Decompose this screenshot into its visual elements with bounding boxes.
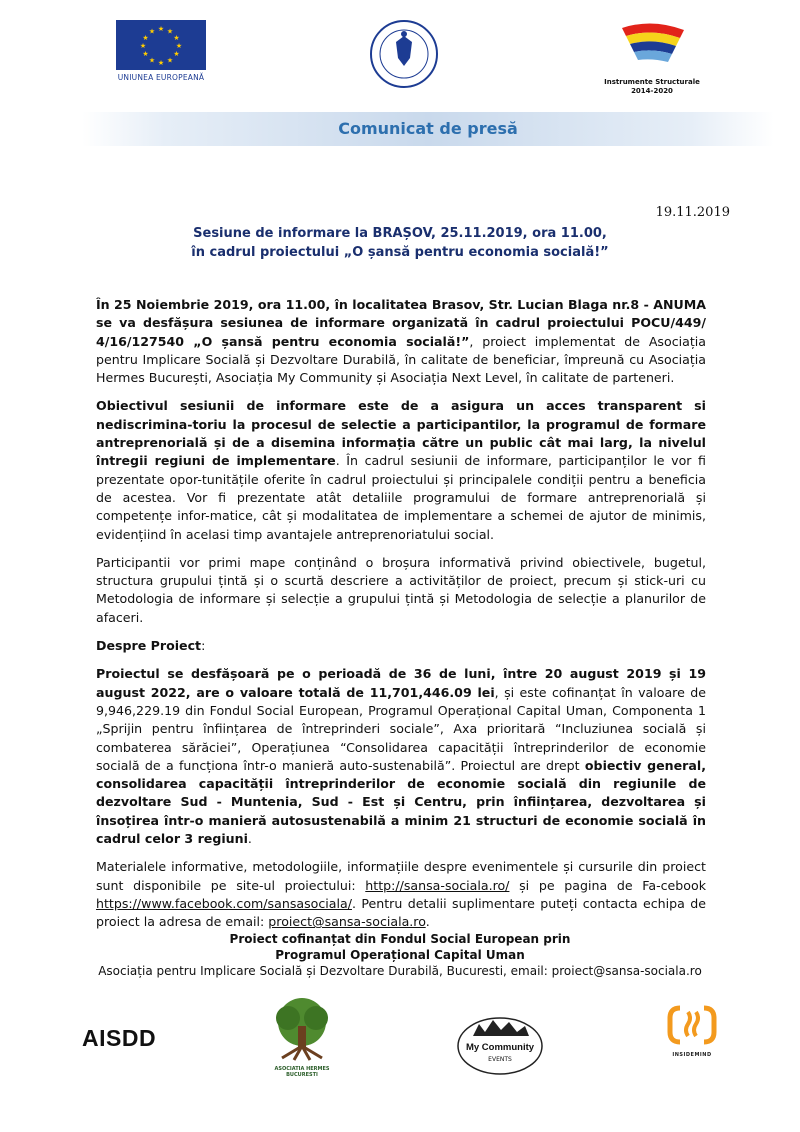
mycommunity-logo (455, 1010, 545, 1076)
project-site-link[interactable]: http://sansa-sociala.ro/ (365, 877, 510, 893)
tree-icon (258, 996, 346, 1062)
project-bold-2: obiectiv general, consolidarea capacității întreprinderilor de economie socială din regiunile de dezvoltare Sud - Muntenia, Sud - Est și Centru, prin înființarea, dezvoltarea și însoțirea într-o manieră autosustenabilă a minim 21 structuri de economie socială în cadrul celor 3 regiuni (96, 757, 706, 847)
paragraph-project (96, 665, 706, 848)
government-logo (368, 18, 440, 90)
document-date: 19.11.2019 (655, 205, 730, 220)
svg-text:★: ★ (166, 27, 174, 36)
resources-text-1: Materialele informative, metodologiile, informațiile despre evenimentele și cursurile din proiect sunt disponibile pe site-ul proiectului: (96, 859, 706, 893)
hermes-caption: ASOCIATIA HERMES BUCURESTI (274, 1066, 330, 1078)
svg-text:★: ★ (139, 42, 147, 50)
paragraph-objective (96, 397, 706, 543)
svg-text:★: ★ (175, 42, 183, 50)
structural-instruments-icon (592, 20, 712, 72)
project-bold-1: Proiectul se desfășoară pe o perioadă de 36 de luni, între 20 august 2019 și 19 august 2022, are o valoare totală de 11,701,446.09 lei (96, 666, 706, 700)
facebook-link[interactable]: https://www.facebook.com/sansasociala/ (96, 895, 352, 911)
title-line-1: Sesiune de informare la BRAȘOV, 25.11.2019, ora 11.00, (193, 226, 607, 241)
objective-text: . În cadrul sesiunii de informare, participanților le vor fi prezentate opor-tunitățile oferite în cadrul proiectului și principalele condiții pentru a beneficia de acestea. Vor fi prezentate atât detaliile programului de formare antreprenorială și competențe infor-matice, cât și modalitatea de implementare a schemei de ajutor de minimis, evidențiind în acelasi timp avantajele antreprenoriatului social. (96, 453, 706, 542)
eu-caption: UNIUNEA EUROPEANĂ (117, 73, 205, 82)
svg-text:★: ★ (173, 34, 180, 42)
document-title (96, 224, 704, 262)
aisdd-logo: AISDD (82, 1025, 157, 1051)
mycommunity-sub: EVENTS (488, 1056, 512, 1063)
svg-text:★: ★ (173, 50, 180, 58)
hermes-logo (258, 996, 346, 1078)
footer-line-2: Programul Operațional Capital Uman (275, 948, 525, 962)
objective-bold: Obiectivul sesiunii de informare este de a asigura un acces transparent si nediscrimina-toriu la procesul de selectie a participantilor, la programul de formare antreprenorială și de a disemina informația către un public cât mai larg, la nivelul întregii regiuni de implementare (96, 398, 706, 469)
svg-text:★: ★ (148, 56, 156, 65)
project-end: . (247, 831, 252, 847)
mycommunity-text: My Community (465, 1042, 535, 1053)
funding-footer (60, 931, 740, 979)
document-body (96, 296, 706, 942)
insidemind-caption: INSIDEMIND (672, 1052, 712, 1058)
svg-text:★: ★ (142, 34, 149, 42)
about-heading-colon: : (201, 638, 206, 654)
about-heading-text: Despre Proiect (96, 638, 202, 654)
email-link[interactable]: proiect@sansa-sociala.ro (268, 914, 426, 930)
about-heading (96, 637, 706, 655)
structural-instruments-logo (592, 20, 712, 96)
announcement-text: , proiect implementat de Asociația pentru Implicare Socială și Dezvoltare Durabilă, în calitate de beneficiar, împreună cu Asociația Hermes București, Asociația My Community și Asociația Next Level, în calitate de parteneri. (96, 333, 706, 386)
insidemind-logo (660, 1004, 724, 1058)
paragraph-resources (96, 858, 706, 931)
announcement-bold: În 25 Noiembrie 2019, ora 11.00, în localitatea Brasov, Str. Lucian Blaga nr.8 - ANUMA se va desfășura sesiunea de informare organizată în cadrul proiectului POCU/449/ 4/16/127540 „O șansă pentru economia socială!” (96, 297, 706, 349)
svg-text:★: ★ (142, 50, 149, 58)
resources-text-4: . (425, 914, 430, 930)
is-caption-line2: 2014-2020 (631, 87, 673, 95)
paragraph-participants: Participantii vor primi mape conținând o broșura informativă privind obiectivele, bugetul, structura grupului țintă și o scurtă descriere a activităților de proiect, precum și stick-uri cu Metodologia de informare și selecție a grupului țintă și Metodologia de selecție a planurilor de afaceri. (96, 554, 706, 625)
eu-flag-icon (116, 20, 206, 70)
resources-text-2: și pe pagina de Fa-cebook (509, 877, 706, 893)
svg-text:★: ★ (157, 25, 165, 33)
title-line-2: în cadrul proiectului „O șansă pentru economia socială!” (191, 245, 609, 260)
project-text: , și este cofinanțat în valoare de 9,946,229.19 din Fondul Social European, Programul Operațional Capital Uman, Componenta 1 „Sprijin pentru înființarea de întreprinderi sociale”, Axa prioritară “Incluziunea socială și combaterea sărăciei”, Operațiunea “Consolidarea capacității întreprinderilor de economie socială de a funcționa într-o manieră auto-sustenabilă”. Proiectul are drept (96, 684, 706, 773)
is-caption-line1: Instrumente Structurale (604, 78, 700, 86)
resources-text-3: . Pentru detalii suplimentare puteți contacta echipa de proiect la adresa de email: (96, 895, 706, 930)
footer-line-3: Asociația pentru Implicare Socială și Dezvoltare Durabilă, Bucuresti, email: proiect@sansa-sociala.ro (98, 964, 702, 978)
paragraph-announcement (96, 296, 706, 387)
press-release-banner (82, 112, 774, 146)
svg-text:★: ★ (148, 27, 156, 36)
footer-line-1: Proiect cofinanțat din Fondul Social European prin (229, 932, 571, 946)
svg-text:★: ★ (157, 59, 165, 67)
svg-text:★: ★ (166, 56, 174, 65)
banner-title: Comunicat de presă (338, 119, 518, 138)
brain-icon (660, 1004, 724, 1046)
eu-logo (112, 20, 210, 82)
